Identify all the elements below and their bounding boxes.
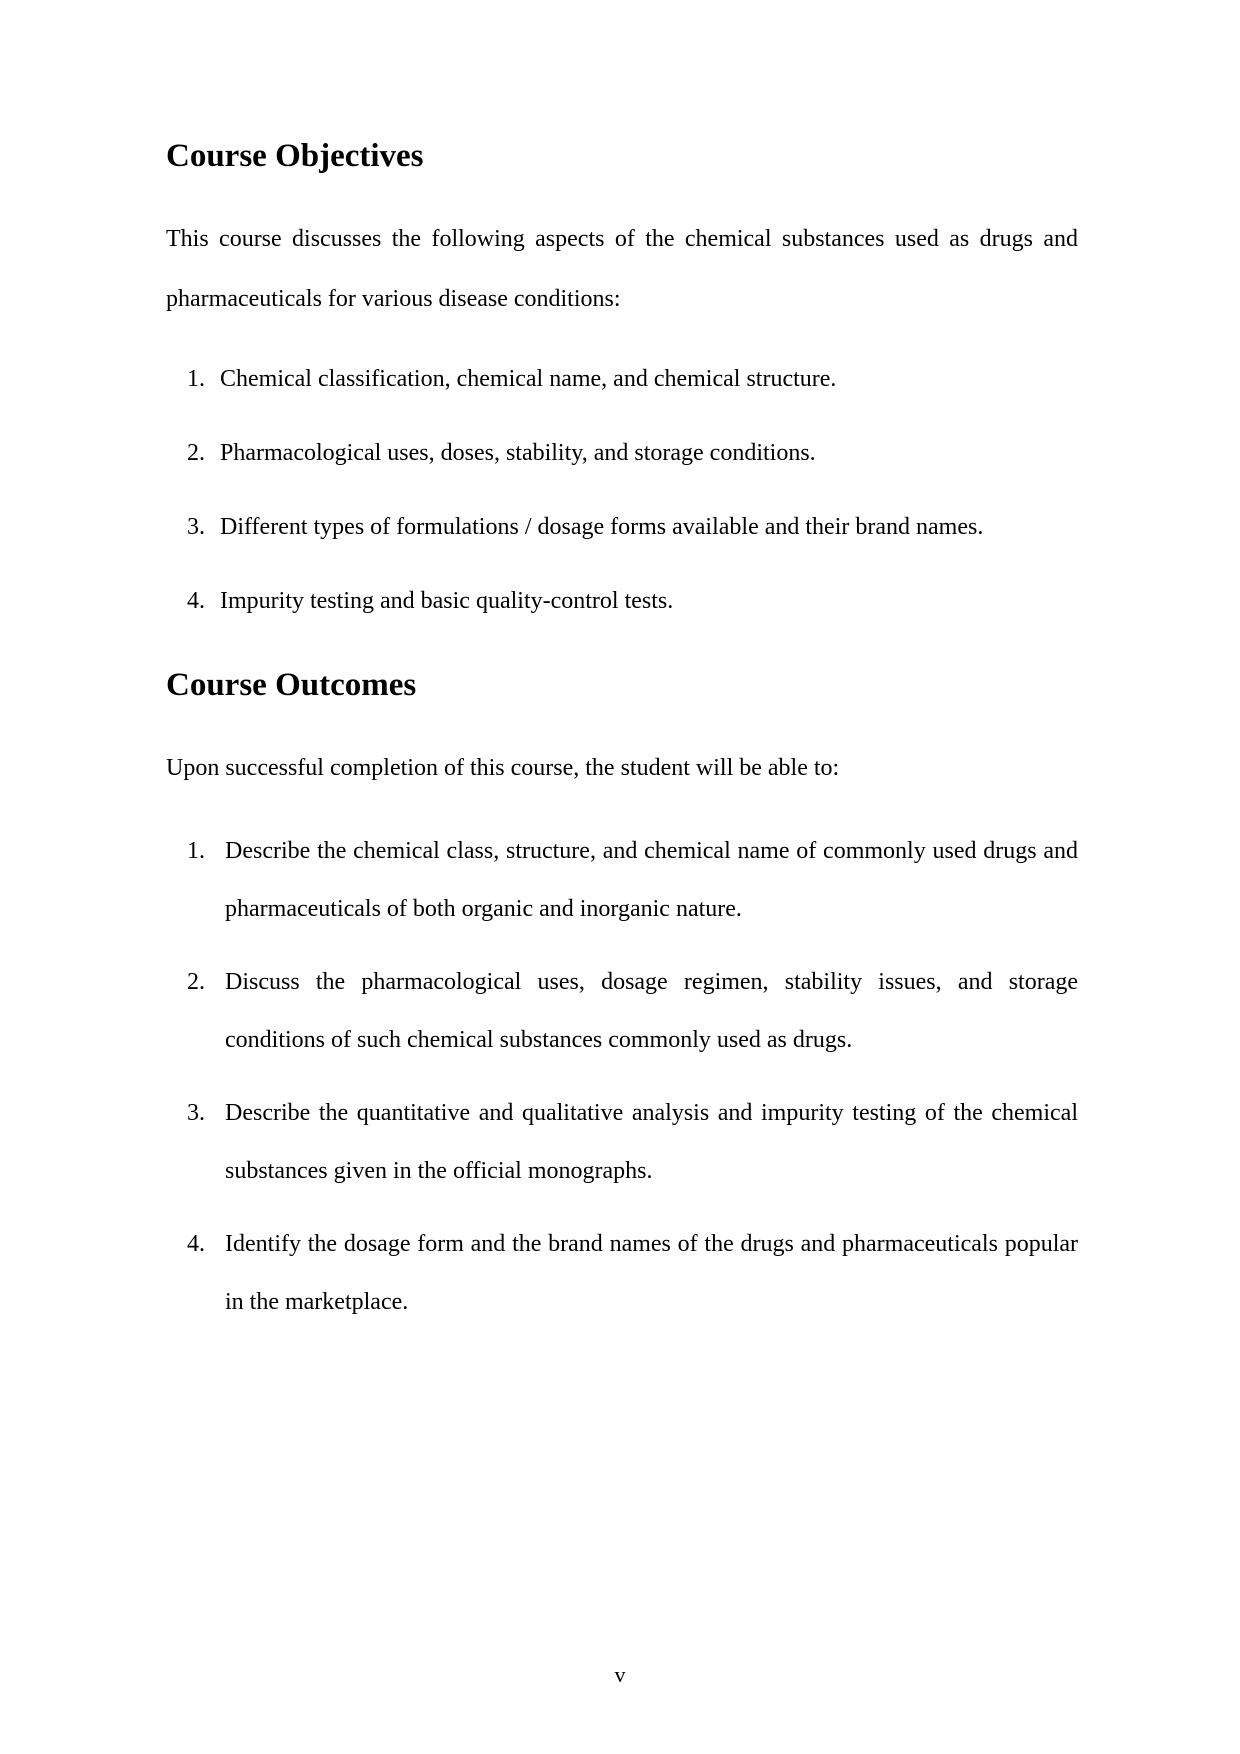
list-item xyxy=(166,424,1078,482)
list-item-number: 2. xyxy=(187,969,205,995)
list-item xyxy=(166,572,1078,630)
list-item xyxy=(166,350,1078,408)
list-item xyxy=(166,498,1078,556)
list-item-text: Impurity testing and basic quality-control tests. xyxy=(220,588,674,614)
objectives-list xyxy=(166,350,1078,646)
list-item-text: Describe the quantitative and qualitative analysis and impurity testing of the chemical substances given in the official monographs. xyxy=(225,1100,1078,1184)
outcomes-intro: Upon successful completion of this course, the student will be able to: xyxy=(166,755,840,781)
course-objectives-heading: Course Objectives xyxy=(166,138,424,174)
list-item-number: 2. xyxy=(187,440,205,466)
course-outcomes-heading: Course Outcomes xyxy=(166,667,417,703)
list-item-number: 3. xyxy=(187,1100,205,1126)
list-item-number: 1. xyxy=(187,366,205,392)
list-item-number: 4. xyxy=(187,588,205,614)
list-item-text: Identify the dosage form and the brand names of the drugs and pharmaceuticals popular in the marketplace. xyxy=(225,1231,1078,1315)
list-item-number: 1. xyxy=(187,838,205,864)
list-item xyxy=(166,822,1078,938)
list-item-text: Chemical classification, chemical name, and chemical structure. xyxy=(220,366,837,392)
list-item-text: Different types of formulations / dosage forms available and their brand names. xyxy=(220,514,984,540)
list-item-number: 3. xyxy=(187,514,205,540)
page-number: v xyxy=(614,1662,626,1687)
list-item-text: Describe the chemical class, structure, and chemical name of commonly used drugs and pharmaceuticals of both organic and inorganic nature. xyxy=(225,838,1078,922)
list-item xyxy=(166,1215,1078,1331)
outcomes-list xyxy=(166,822,1078,1346)
list-item-number: 4. xyxy=(187,1231,205,1257)
list-item-text: Discuss the pharmacological uses, dosage regimen, stability issues, and storage conditions of such chemical substances commonly used as drugs. xyxy=(225,969,1078,1053)
list-item xyxy=(166,1084,1078,1200)
list-item xyxy=(166,953,1078,1069)
list-item-text: Pharmacological uses, doses, stability, and storage conditions. xyxy=(220,440,816,466)
objectives-intro: This course discusses the following aspects of the chemical substances used as drugs and pharmaceuticals for various disease conditions: xyxy=(166,226,1078,312)
